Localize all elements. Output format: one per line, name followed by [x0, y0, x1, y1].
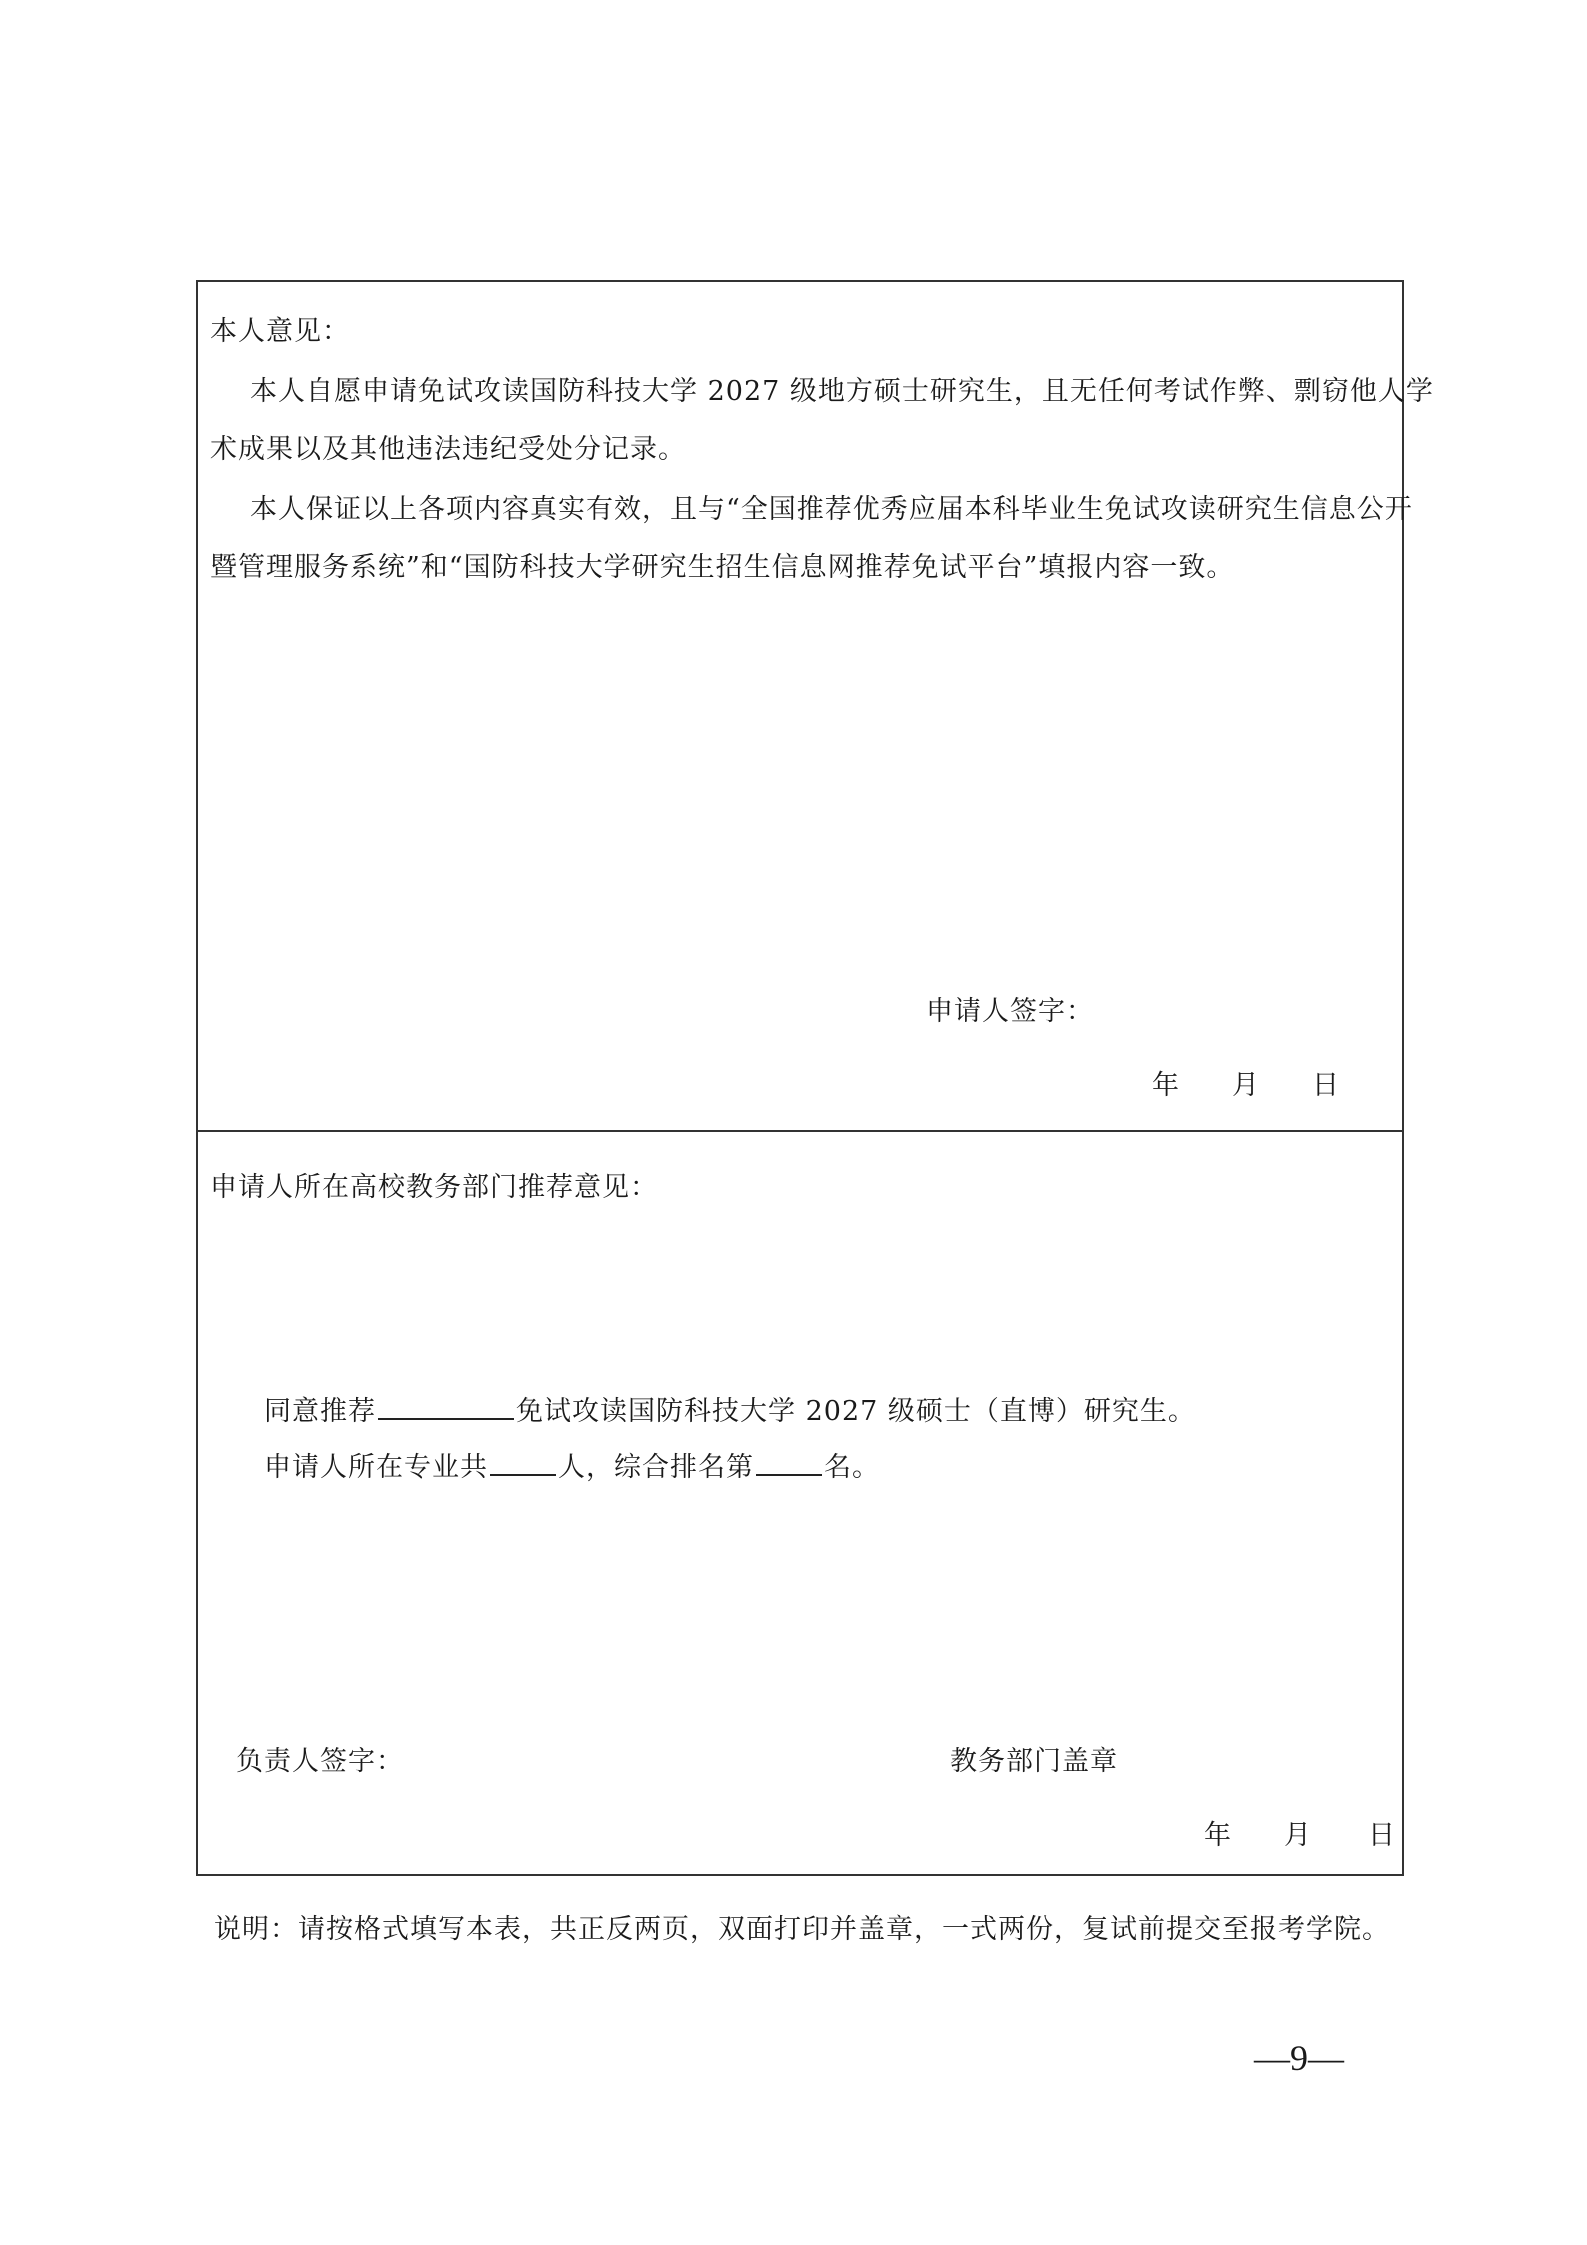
section1-para1-line2: 术成果以及其他违法违纪受处分记录。 [210, 434, 686, 465]
recommend-suffix: 免试攻读国防科技大学 2027 级硕士（直博）研究生。 [516, 1396, 1196, 1427]
recommendation-form-table [196, 280, 1434, 1876]
page-number: —9— [1254, 2038, 1344, 2078]
rank-position-blank[interactable] [756, 1450, 822, 1476]
rank-prefix: 申请人所在专业共 [264, 1452, 488, 1483]
section1-date-month: 月 [1232, 1070, 1259, 1101]
academic-office-stamp-label: 教务部门盖章 [950, 1746, 1118, 1777]
section2-date-day: 日 [1368, 1820, 1395, 1851]
section2-heading: 申请人所在高校教务部门推荐意见： [210, 1172, 658, 1203]
section1-date-year: 年 [1152, 1070, 1179, 1101]
section1-para2-line2: 暨管理服务系统”和“国防科技大学研究生招生信息网推荐免试平台”填报内容一致。 [210, 552, 1235, 583]
rank-suffix: 名。 [824, 1452, 880, 1483]
recommend-line [264, 1394, 1196, 1430]
rank-line [264, 1450, 880, 1486]
section-divider [198, 1130, 1402, 1132]
recommend-prefix: 同意推荐 [264, 1396, 376, 1427]
section1-heading: 本人意见： [210, 316, 350, 347]
section2-date-year: 年 [1204, 1820, 1231, 1851]
section1-date-day: 日 [1312, 1070, 1339, 1101]
section1-para1-line1: 本人自愿申请免试攻读国防科技大学 2027 级地方硕士研究生，且无任何考试作弊、剽窃他人学 [250, 376, 1434, 407]
applicant-signature-label: 申请人签字： [926, 996, 1094, 1027]
major-total-blank[interactable] [490, 1450, 556, 1476]
section2-date-month: 月 [1284, 1820, 1311, 1851]
recommended-name-blank[interactable] [378, 1394, 514, 1420]
rank-middle: 人，综合排名第 [558, 1452, 754, 1483]
footnote: 说明：请按格式填写本表，共正反两页，双面打印并盖章，一式两份，复试前提交至报考学院。 [214, 1914, 1390, 1945]
section1-para2-line1: 本人保证以上各项内容真实有效，且与“全国推荐优秀应届本科毕业生免试攻读研究生信息公开 [250, 494, 1413, 525]
officer-signature-label: 负责人签字： [236, 1746, 404, 1777]
